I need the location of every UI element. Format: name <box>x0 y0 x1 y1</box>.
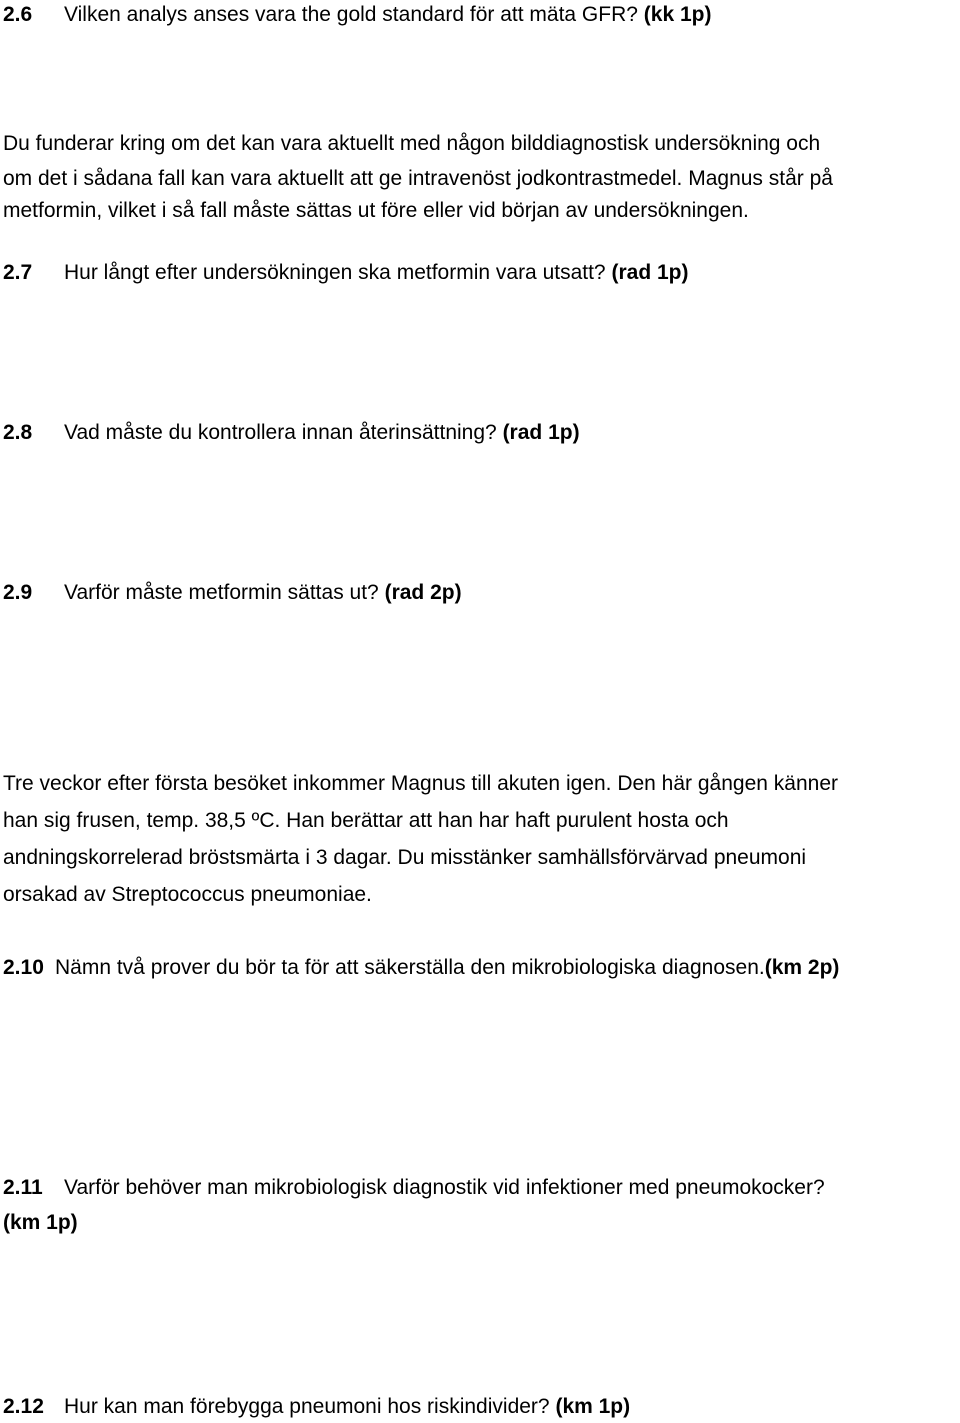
question-number: 2.9 <box>3 581 33 604</box>
question-number: 2.11 <box>3 1176 43 1199</box>
question-text: Varför behöver man mikrobiologisk diagnostik vid infektioner med pneumokocker? <box>64 1176 825 1199</box>
paragraph-line: orsakad av Streptococcus pneumoniae. <box>3 883 372 906</box>
paragraph-text: om det i sådana fall kan vara aktuellt att ge intravenöst jodkontrastmedel. <box>3 167 683 190</box>
question-text: Vilken analys anses vara the gold standard för att mäta GFR? <box>64 3 638 26</box>
question-points: (km 2p) <box>764 956 840 979</box>
question-2-7 <box>3 258 688 288</box>
question-text: Varför måste metformin sättas ut? <box>64 581 379 604</box>
question-text: Hur långt efter undersökningen ska metformin vara utsatt? <box>64 261 606 284</box>
question-number: 2.12 <box>3 1395 44 1418</box>
paragraph-line <box>3 164 833 194</box>
question-text: Vad måste du kontrollera innan återinsättning? <box>64 421 497 444</box>
question-number: 2.10 <box>3 956 44 979</box>
question-number: 2.8 <box>3 421 33 444</box>
question-2-12 <box>3 1392 630 1422</box>
question-2-9 <box>3 578 462 608</box>
paragraph-line: han sig frusen, temp. 38,5 ºC. Han berättar att han har haft purulent hosta och <box>3 809 729 832</box>
question-text: Hur kan man förebygga pneumoni hos riskindivider? <box>64 1395 550 1418</box>
question-text: Nämn två prover du bör ta för att säkerställa den mikrobiologiska diagnosen. <box>55 956 765 979</box>
paragraph-line: Tre veckor efter första besöket inkommer Magnus till akuten igen. Den här gången känner <box>3 772 838 795</box>
paragraph-line: metformin, vilket i så fall måste sättas ut före eller vid början av undersökningen. <box>3 199 749 222</box>
question-points: (km 1p) <box>555 1395 631 1418</box>
question-number: 2.6 <box>3 3 33 26</box>
question-line <box>3 1173 825 1203</box>
question-points: (rad 2p) <box>384 581 462 604</box>
question-points: (rad 1p) <box>502 421 580 444</box>
question-2-8 <box>3 418 580 448</box>
question-points: (km 1p) <box>3 1211 78 1234</box>
question-points: (kk 1p) <box>643 3 712 26</box>
question-2-10 <box>3 953 839 983</box>
paragraph-text: Magnus står på <box>682 167 833 190</box>
question-number: 2.7 <box>3 261 33 284</box>
question-points: (rad 1p) <box>611 261 689 284</box>
paragraph-line: andningskorrelerad bröstsmärta i 3 dagar. Du misstänker samhällsförvärvad pneumoni <box>3 846 807 869</box>
question-2-6 <box>3 0 711 30</box>
paragraph-line: Du funderar kring om det kan vara aktuellt med någon bilddiagnostisk undersökning och <box>3 132 821 155</box>
